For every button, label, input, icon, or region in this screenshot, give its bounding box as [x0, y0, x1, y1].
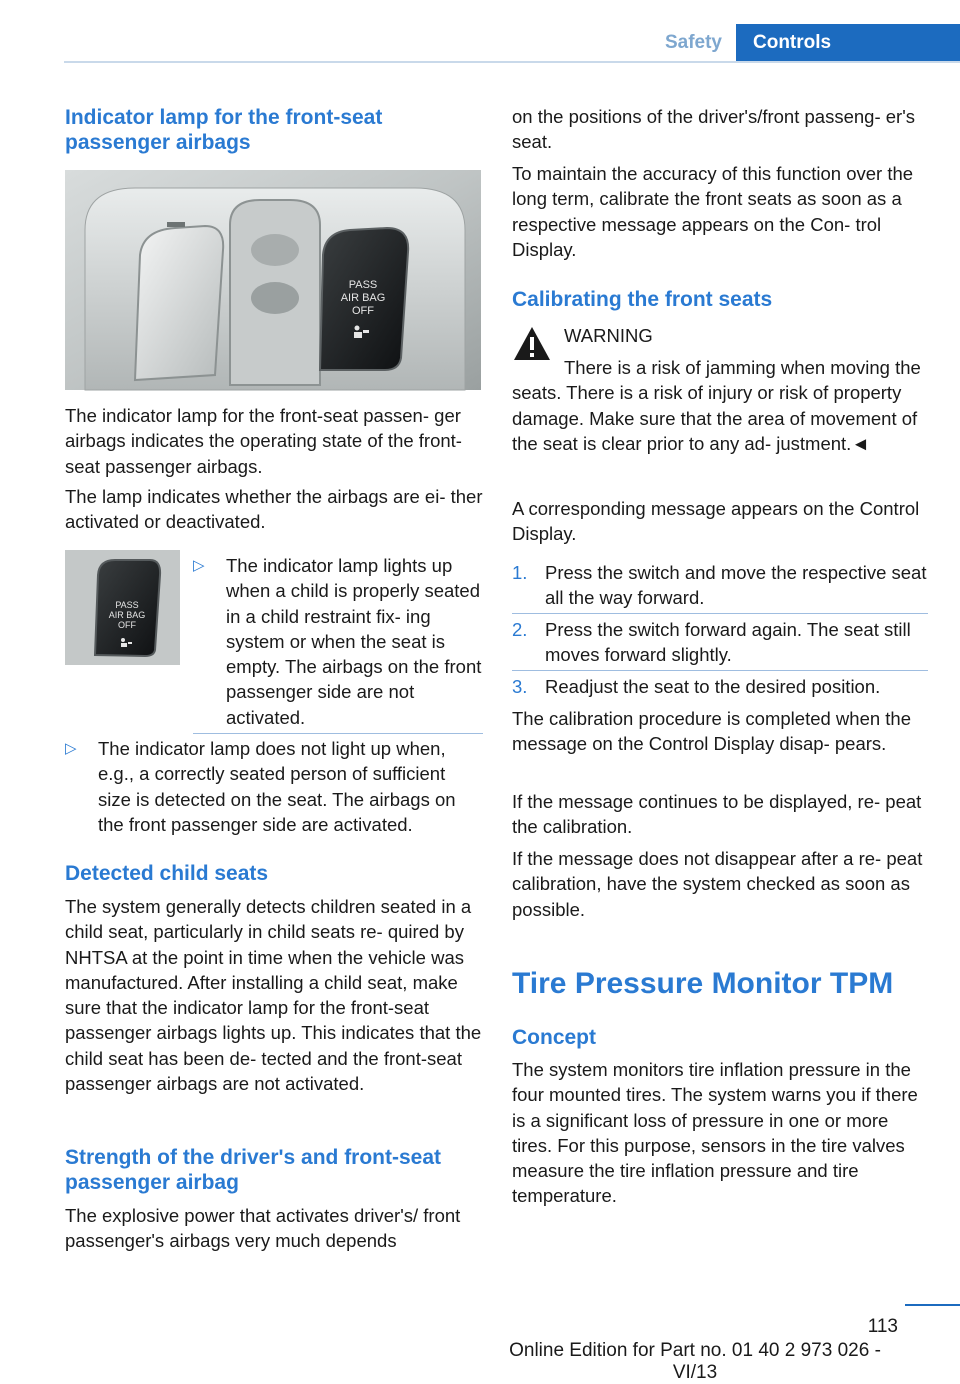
step-separator — [512, 670, 928, 671]
warning-text: There is a risk of jamming when moving the seats. There is a risk of injury or risk of property damage. Make sure that the area of movement of the seat is clear prior to any ad- justment.◄ — [512, 357, 921, 454]
step-text: Readjust the seat to the desired position. — [545, 676, 881, 697]
paragraph-system-check: If the message does not disappear after a re- peat calibration, have the system checked as soon as possible. — [512, 848, 923, 920]
header-section-tab: Safety — [664, 32, 722, 53]
thumb-button-line-1: PASS — [115, 600, 139, 610]
photo-button-line-1: PASS — [348, 279, 378, 291]
paragraph-repeat-calibration: If the message continues to be displayed, re- peat the calibration. — [512, 791, 922, 838]
paragraph-lamp-indicates: The lamp indicates whether the airbags are ei- ther activated or deactivated. — [65, 486, 483, 533]
step-number: 2. — [512, 619, 528, 640]
paragraph-calibration-complete: The calibration procedure is completed when the message on the Control Display disap- pears. — [512, 708, 912, 755]
page-number: 113 — [867, 1316, 898, 1337]
bullet-lamp-not-lit-text: The indicator lamp does not light up when, e.g., a correctly seated person of sufficient size is detected on the seat. The airbags on the front passenger side are activated. — [98, 738, 456, 835]
heading-tire-pressure-monitor: Tire Pressure Monitor TPM — [512, 967, 894, 1000]
step-number: 1. — [512, 562, 528, 583]
step-text: Press the switch and move the respective seat all the way forward. — [545, 562, 927, 609]
bullet-triangle-icon: ▷ — [65, 740, 77, 757]
heading-detected-child-seats: Detected child seats — [65, 862, 269, 885]
paragraph-child-seats: The system generally detects children seated in a child seat, particularly in child seats re- quired by NHTSA at the point in time when the vehicle was manufactured. After installing a child seat, make sure that the indicator lamp for the front-seat passenger airbags lights up. This indicates that the child seat has been de- tected and the front-seat passenger airbags are not activated. — [65, 896, 482, 1095]
bullet-triangle-icon: ▷ — [193, 557, 205, 574]
heading-concept: Concept — [512, 1026, 596, 1049]
airbag-switch-photo — [65, 170, 481, 390]
paragraph-indicator-state: The indicator lamp for the front-seat passen- ger airbags indicates the operating state of the front-seat passenger airbags. — [65, 405, 462, 477]
header-chapter-tab: Controls — [736, 24, 960, 62]
thumb-button-line-2: AIR BAG — [108, 610, 146, 620]
footer-edition: Online Edition for Part no. 01 40 2 973 026 - VI/13 — [509, 1340, 881, 1383]
bullet-lamp-lights-up-text: The indicator lamp lights up when a child is properly seated in a child restraint fix- ing system or when the seat is empty. The airbags on the front passenger side are not activated. — [226, 555, 482, 728]
paragraph-tpm-concept: The system monitors tire inflation pressure in the four mounted tires. The system warns you if there is a significant loss of pressure in one or more tires. For this purpose, sensors in the tire valves measure the tire inflation pressure and tire temperature. — [512, 1059, 918, 1207]
paragraph-explosive-power: The explosive power that activates driver's/ front passenger's airbags very much depends — [65, 1205, 461, 1252]
thumb-button-line-3: OFF — [118, 620, 136, 630]
photo-button-line-3: OFF — [352, 305, 374, 317]
step-number: 3. — [512, 676, 528, 697]
paragraph-calibrate-accuracy: To maintain the accuracy of this function over the long term, calibrate the front seats as soon as a respective message appears on the Con- trol Display. — [512, 163, 914, 260]
heading-indicator-lamp: Indicator lamp for the front-seat passenger airbags — [65, 106, 383, 154]
paragraph-seat-positions: on the positions of the driver's/front passeng- er's seat. — [512, 106, 915, 153]
photo-button-line-2: AIR BAG — [340, 292, 386, 304]
step-text: Press the switch forward again. The seat still moves forward slightly. — [545, 619, 911, 666]
airbag-switch-thumbnail — [65, 550, 180, 665]
bullet-separator — [193, 733, 483, 734]
footer-rule — [905, 1304, 960, 1306]
warning-label: WARNING — [564, 325, 653, 346]
heading-strength-airbag: Strength of the driver's and front-seat passenger airbag — [65, 1146, 442, 1194]
paragraph-corresponding-message: A corresponding message appears on the Control Display. — [512, 498, 920, 545]
step-separator — [512, 613, 928, 614]
header-rule — [64, 61, 960, 63]
heading-calibrating-seats: Calibrating the front seats — [512, 288, 773, 311]
